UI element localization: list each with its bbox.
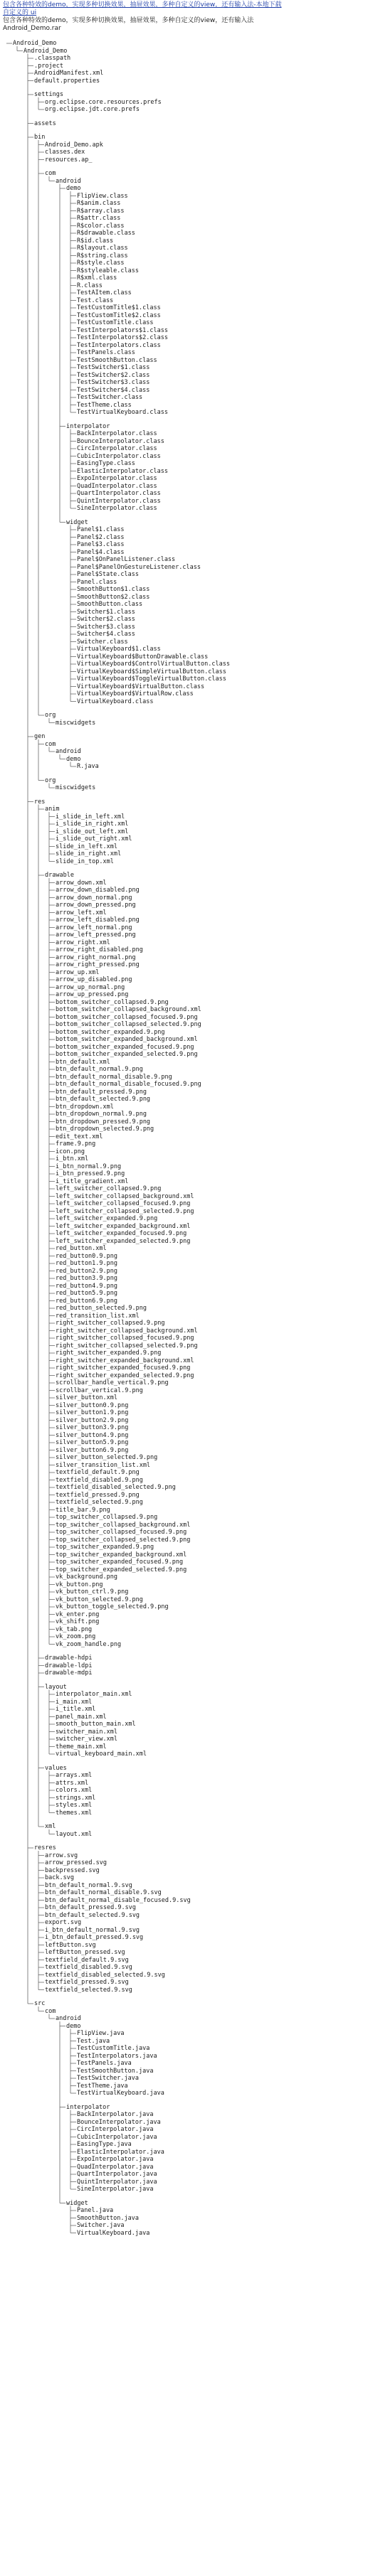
tree-node: drawable-ldpi xyxy=(45,1662,93,1669)
tree-node: xml xyxy=(45,1823,56,1830)
tree-node: R$drawable.class xyxy=(77,230,135,237)
tree-node: R$xml.class xyxy=(77,274,117,282)
tree-node: btn_default_selected.9.png xyxy=(56,1096,151,1103)
tree-node: silver_button6.9.png xyxy=(56,1446,129,1454)
tree-node: vk_tab.png xyxy=(56,1625,93,1633)
tree-node: right_switcher_expanded.9.png xyxy=(56,1350,162,1357)
tree-node: TestSwitcher.class xyxy=(77,394,143,401)
tree-node: i_btn.xml xyxy=(56,1155,89,1163)
tree-node: red_button2.9.png xyxy=(56,1267,117,1275)
tree-node: arrow.svg xyxy=(45,1851,78,1859)
tree-node: top_switcher_collapsed_selected.9.png xyxy=(56,1536,191,1544)
tree-node: bottom_switcher_expanded.9.png xyxy=(56,1028,165,1036)
tree-node: silver_button3.9.png xyxy=(56,1424,129,1431)
tree-node: strings.xml xyxy=(56,1794,96,1802)
tree-node: title_bar.9.png xyxy=(56,1506,110,1514)
tree-node: slide_in_right.xml xyxy=(56,850,122,857)
tree-node: silver_button_selected.9.png xyxy=(56,1454,158,1461)
tree-node: left_switcher_expanded_selected.9.png xyxy=(56,1237,191,1245)
tree-node: red_button5.9.png xyxy=(56,1290,117,1297)
tree-node: gen xyxy=(34,733,46,740)
tree-node: btn_default.xml xyxy=(56,1058,110,1066)
tree-node: demo xyxy=(66,2022,81,2030)
download-link[interactable]: 包含各种特效的demo，实现多种切换效果，抽屉效果，多种自定义的view，还有输入法-本地下载 xyxy=(3,1,282,9)
tree-node: TestCustomTitle.class xyxy=(77,319,154,326)
tree-node: virtual_keyboard_main.xml xyxy=(56,1751,147,1758)
tree-node: CircInterpolator.class xyxy=(77,445,157,452)
tree-node: TestPanels.class xyxy=(77,349,135,356)
tree-node: VirtualKeyboard$SimpleVirtualButton.class xyxy=(77,668,226,675)
tree-node: drawable-mdpi xyxy=(45,1669,93,1677)
tree-node: left_switcher_collapsed_focused.9.png xyxy=(56,1200,191,1207)
tree-node: vk_button_selected.9.png xyxy=(56,1596,143,1603)
tree-node: leftButton_pressed.svg xyxy=(45,1949,125,1956)
tree-node: R$styleable.class xyxy=(77,267,139,274)
tree-node: bottom_switcher_expanded_selected.9.png xyxy=(56,1051,198,1058)
tree-node: interpolator xyxy=(66,422,110,430)
tree-node: i_slide_out_left.xml xyxy=(56,828,129,835)
tree-node: VirtualKeyboard$ButtonDrawable.class xyxy=(77,653,209,661)
tree-node: TestCustomTitle$1.class xyxy=(77,304,161,311)
tree-node: scrollbar_vertical.9.png xyxy=(56,1386,143,1394)
tree-node: arrow_right_pressed.png xyxy=(56,961,140,968)
tree-node: FlipView.class xyxy=(77,192,128,200)
tree-node: left_switcher_collapsed.9.png xyxy=(56,1185,162,1192)
tree-node: i_title.xml xyxy=(56,1706,96,1713)
tree-node: textfield_selected.9.svg xyxy=(45,1986,132,1994)
tree-node: VirtualKeyboard.java xyxy=(77,2229,150,2237)
tree-node: default.properties xyxy=(34,77,100,85)
tree-node: arrow_down.xml xyxy=(56,879,107,887)
tree-node: arrow_up_disabled.png xyxy=(56,976,132,983)
tree-node: left_switcher_expanded_focused.9.png xyxy=(56,1230,187,1237)
tree-node: AndroidManifest.xml xyxy=(34,70,104,77)
tree-node: VirtualKeyboard$ControlVirtualButton.class xyxy=(77,661,230,668)
tree-node: Switcher$4.class xyxy=(77,631,135,638)
tree-node: QuadInterpolator.class xyxy=(77,482,157,490)
tree-node: anim xyxy=(45,806,60,813)
archive-description: 包含各种特效的demo，实现多种切换效果，抽屉效果，多种自定义的view，还有输入法 xyxy=(3,17,254,24)
tree-node: Panel$1.class xyxy=(77,526,125,533)
tree-node: Switcher$1.class xyxy=(77,608,135,616)
tree-node: top_switcher_expanded_selected.9.png xyxy=(56,1566,187,1573)
file-tree xyxy=(4,40,374,2571)
tree-node: top_switcher_expanded_focused.9.png xyxy=(56,1559,184,1566)
tree-node: BackInterpolator.java xyxy=(77,2111,154,2118)
tree-node: btn_default_pressed.9.png xyxy=(56,1088,147,1096)
tree-node: android xyxy=(56,748,81,755)
tree-node: right_switcher_expanded_focused.9.png xyxy=(56,1364,191,1372)
tree-node: VirtualKeyboard$VirtualButton.class xyxy=(77,683,205,690)
tree-node: Android_Demo xyxy=(23,47,68,55)
tree-node: SmoothButton.class xyxy=(77,601,143,608)
tree-node: red_button_selected.9.png xyxy=(56,1305,147,1312)
tree-node: TestInterpolators$1.class xyxy=(77,326,168,334)
tree-node: BounceInterpolator.class xyxy=(77,437,164,445)
page-header xyxy=(3,1,374,33)
tree-node: arrow_left_normal.png xyxy=(56,924,132,931)
tree-node: QuartInterpolator.java xyxy=(77,2171,157,2178)
tree-node: R.java xyxy=(77,763,99,770)
tree-node: Panel$OnPanelListener.class xyxy=(77,556,176,563)
tree-node: R$anim.class xyxy=(77,200,121,207)
tree-node: interpolator_main.xml xyxy=(56,1691,132,1698)
tree-node: bottom_switcher_collapsed_focused.9.png xyxy=(56,1013,198,1021)
tree-node: btn_dropdown_selected.9.png xyxy=(56,1126,154,1133)
tree-node: silver_transition_list.xml xyxy=(56,1461,151,1469)
tree-node: edit_text.xml xyxy=(56,1133,103,1140)
tree-node: silver_button0.9.png xyxy=(56,1401,129,1409)
tree-node: layout xyxy=(45,1683,67,1691)
tree-node: TestSwitcher$3.class xyxy=(77,379,150,386)
tree-node: textfield_disabled.9.png xyxy=(56,1476,143,1484)
tree-node: Test.class xyxy=(77,296,114,304)
tree-node: miscwidgets xyxy=(56,719,96,727)
tree-node: TestTheme.java xyxy=(77,2082,128,2090)
tree-node: SineInterpolator.class xyxy=(77,505,157,512)
tree-node: smooth_button_main.xml xyxy=(56,1721,136,1728)
tree-node: panel_main.xml xyxy=(56,1713,107,1721)
tree-node: top_switcher_collapsed.9.png xyxy=(56,1514,158,1521)
tree-node: top_switcher_collapsed_background.xml xyxy=(56,1521,191,1529)
tree-node: QuintInterpolator.java xyxy=(77,2178,157,2186)
tree-node: arrow_up_pressed.png xyxy=(56,991,129,998)
tree-node: ExpoInterpolator.class xyxy=(77,475,157,482)
tree-node: com xyxy=(45,170,56,177)
tree-node: vk_enter.png xyxy=(56,1610,100,1618)
tree-node: BounceInterpolator.java xyxy=(77,2118,161,2126)
tree-node: drawable xyxy=(45,872,74,879)
tree-node: themes.xml xyxy=(56,1809,93,1817)
tree-node: silver_button2.9.png xyxy=(56,1416,129,1424)
tree-node: EasingType.class xyxy=(77,460,135,467)
tree-node: assets xyxy=(34,119,56,127)
tree-node: Panel$2.class xyxy=(77,533,125,541)
tree-node: slide_in_top.xml xyxy=(56,857,114,865)
tree-node: TestPanels.java xyxy=(77,2060,132,2067)
tree-node: right_switcher_expanded_background.xml xyxy=(56,1357,194,1364)
tree-node: TestSwitcher$4.class xyxy=(77,386,150,394)
tree-node: textfield_default.9.png xyxy=(56,1469,140,1476)
tree-node: Android_Demo xyxy=(13,40,57,47)
tree-node: left_switcher_expanded.9.png xyxy=(56,1215,158,1222)
tree-node: R$layout.class xyxy=(77,245,128,252)
tree-node: SmoothButton$2.class xyxy=(77,593,150,601)
tree-node: src xyxy=(34,2000,46,2007)
tree-node: CubicInterpolator.class xyxy=(77,452,161,460)
tree-node: TestTheme.class xyxy=(77,401,132,409)
tree-node: SmoothButton.java xyxy=(77,2214,139,2222)
tree-node: backpressed.svg xyxy=(45,1866,100,1874)
tree-node: theme_main.xml xyxy=(56,1743,107,1751)
tree-node: android xyxy=(56,177,81,185)
tree-node: BackInterpolator.class xyxy=(77,430,157,437)
tree-node: red_button.xml xyxy=(56,1245,107,1252)
tree-node: textfield_pressed.9.svg xyxy=(45,1979,129,1986)
tree-node: i_btn_pressed.9.png xyxy=(56,1170,125,1177)
tree-node: i_title_gradient.xml xyxy=(56,1177,129,1185)
tree-node: settings xyxy=(34,91,63,98)
tree-node: TestCustomTitle$2.class xyxy=(77,311,161,319)
tree-node: res xyxy=(34,798,46,806)
tree-node: icon.png xyxy=(56,1148,85,1155)
tree-node: Test.java xyxy=(77,2037,110,2045)
tree-node: VirtualKeyboard$1.class xyxy=(77,646,161,653)
tree-node: widget xyxy=(66,518,88,526)
tree-node: TestVirtualKeyboard.class xyxy=(77,409,168,416)
tree-node: demo xyxy=(66,755,81,763)
tree-node: right_switcher_expanded_selected.9.png xyxy=(56,1372,194,1379)
tree-node: btn_default_normal_disable_focused.9.svg xyxy=(45,1896,191,1904)
tree-node: textfield_disabled_selected.9.png xyxy=(56,1484,176,1491)
tree-node: org xyxy=(45,776,56,784)
tree-node: Panel$PanelOnGestureListener.class xyxy=(77,563,201,571)
tree-node: CubicInterpolator.java xyxy=(77,2133,157,2141)
tree-node: Switcher$3.class xyxy=(77,623,135,631)
tree-node: i_btn_normal.9.png xyxy=(56,1163,122,1170)
tree-node: arrow_right_normal.png xyxy=(56,953,136,961)
tree-node: classes.dex xyxy=(45,149,85,156)
tree-node: arrow_down_normal.png xyxy=(56,894,132,902)
tree-node: arrow_up.xml xyxy=(56,968,100,976)
tree-node: EasingType.java xyxy=(77,2141,132,2148)
tree-node: right_switcher_collapsed_background.xml xyxy=(56,1327,198,1335)
tree-node: top_switcher_collapsed_focused.9.png xyxy=(56,1529,187,1536)
tree-node: TestSwitcher$1.class xyxy=(77,364,150,371)
tree-node: TestSmoothButton.class xyxy=(77,356,157,364)
tree-node: vk_shift.png xyxy=(56,1618,100,1625)
tree-node: .classpath xyxy=(34,55,71,62)
tree-node: bottom_switcher_expanded_focused.9.png xyxy=(56,1043,194,1051)
tree-node: QuadInterpolator.java xyxy=(77,2163,154,2171)
tree-node: TestCustomTitle.java xyxy=(77,2045,150,2052)
tree-node: btn_default_normal.9.svg xyxy=(45,1881,132,1889)
download-link-suffix[interactable]: 自定义的 ui xyxy=(3,9,37,16)
tree-node: right_switcher_collapsed.9.png xyxy=(56,1320,165,1327)
tree-node: right_switcher_collapsed_focused.9.png xyxy=(56,1335,194,1342)
tree-node: R.class xyxy=(77,282,103,289)
tree-node: red_button6.9.png xyxy=(56,1297,117,1305)
tree-node: R$id.class xyxy=(77,237,114,245)
tree-node: back.svg xyxy=(45,1874,74,1881)
tree-node: Switcher$2.class xyxy=(77,616,135,623)
tree-node: interpolator xyxy=(66,2103,110,2111)
tree-node: scrollbar_handle_vertical.9.png xyxy=(56,1379,169,1386)
tree-node: R$string.class xyxy=(77,252,128,260)
tree-node: Panel$State.class xyxy=(77,571,139,578)
tree-node: vk_button_toggle_selected.9.png xyxy=(56,1603,169,1610)
tree-node: btn_default_selected.9.svg xyxy=(45,1911,140,1919)
tree-node: bottom_switcher_expanded_background.xml xyxy=(56,1036,198,1043)
tree-node: silver_button5.9.png xyxy=(56,1439,129,1446)
tree-node: right_switcher_collapsed_selected.9.png xyxy=(56,1342,198,1350)
tree-node: SmoothButton$1.class xyxy=(77,586,150,593)
tree-node: silver_button.xml xyxy=(56,1394,117,1401)
tree-node: left_switcher_collapsed_background.xml xyxy=(56,1192,194,1200)
tree-node: miscwidgets xyxy=(56,784,96,791)
tree-node: TestVirtualKeyboard.java xyxy=(77,2090,164,2097)
tree-node: red_button0.9.png xyxy=(56,1252,117,1260)
tree-node: org.eclipse.core.resources.prefs xyxy=(45,98,162,106)
tree-node: com xyxy=(45,740,56,748)
tree-node: leftButton.svg xyxy=(45,1941,96,1949)
tree-node: resres xyxy=(34,1844,56,1851)
tree-node: export.svg xyxy=(45,1919,82,1926)
tree-node: vk_background.png xyxy=(56,1573,117,1581)
tree-node: TestAItem.class xyxy=(77,289,132,296)
tree-node: R$array.class xyxy=(77,207,125,215)
tree-node: arrow_right.xml xyxy=(56,939,110,946)
tree-node: Switcher.java xyxy=(77,2222,125,2229)
tree-node: R$style.class xyxy=(77,260,125,267)
tree-node: VirtualKeyboard$ToggleVirtualButton.class xyxy=(77,675,226,683)
tree-node: arrow_down_disabled.png xyxy=(56,887,140,894)
tree-node: btn_default_normal_disable_focused.9.png xyxy=(56,1081,201,1088)
tree-node: i_slide_out_right.xml xyxy=(56,835,132,843)
tree-node: bottom_switcher_collapsed.9.png xyxy=(56,998,169,1006)
tree-node: btn_default_normal_disable.9.svg xyxy=(45,1889,162,1896)
tree-node: bin xyxy=(34,134,46,141)
tree-node: R$color.class xyxy=(77,222,125,230)
tree-node: vk_zoom.png xyxy=(56,1633,96,1640)
tree-node: silver_button1.9.png xyxy=(56,1409,129,1416)
tree-node: TestInterpolators.java xyxy=(77,2052,157,2060)
tree-node: ExpoInterpolator.java xyxy=(77,2156,154,2163)
tree-node: bottom_switcher_collapsed_selected.9.png xyxy=(56,1021,201,1028)
tree-node: left_switcher_collapsed_selected.9.png xyxy=(56,1207,194,1215)
tree-node: TestSmoothButton.java xyxy=(77,2067,154,2075)
tree-node: QuartInterpolator.class xyxy=(77,490,161,497)
tree-node: btn_dropdown.xml xyxy=(56,1103,114,1111)
tree-node: arrow_up_normal.png xyxy=(56,983,125,991)
tree-node: i_slide_in_left.xml xyxy=(56,813,125,821)
tree-node: i_main.xml xyxy=(56,1698,93,1706)
tree-node: Switcher.class xyxy=(77,638,128,646)
tree-node: arrow_left_pressed.png xyxy=(56,931,136,939)
tree-node: styles.xml xyxy=(56,1802,93,1809)
tree-node: vk_button.png xyxy=(56,1581,103,1588)
tree-node: resources.ap_ xyxy=(45,156,93,164)
tree-node: vk_zoom_handle.png xyxy=(56,1640,122,1648)
tree-node: .project xyxy=(34,62,63,70)
tree-node: android xyxy=(56,2015,81,2022)
tree-node: btn_dropdown_pressed.9.png xyxy=(56,1118,151,1126)
tree-node: values xyxy=(45,1764,67,1772)
tree-node: red_transition_list.xml xyxy=(56,1312,140,1320)
tree-node: switcher_view.xml xyxy=(56,1736,117,1743)
tree-node: frame.9.png xyxy=(56,1140,96,1148)
tree-node: switcher_main.xml xyxy=(56,1728,117,1736)
tree-node: drawable-hdpi xyxy=(45,1655,93,1662)
tree-node: org.eclipse.jdt.core.prefs xyxy=(45,106,140,113)
tree-node: TestSwitcher.java xyxy=(77,2075,139,2082)
tree-node: Android_Demo.apk xyxy=(45,141,103,149)
tree-node: VirtualKeyboard.class xyxy=(77,698,154,705)
archive-filename: Android_Demo.rar xyxy=(3,25,61,32)
tree-node: layout.xml xyxy=(56,1830,93,1838)
tree-node: VirtualKeyboard$VirtualRow.class xyxy=(77,690,194,698)
tree-node: FlipView.java xyxy=(77,2030,125,2037)
tree-node: demo xyxy=(66,185,81,192)
tree-node: arrow_left.xml xyxy=(56,909,107,916)
tree-node: btn_default_normal_disable.9.png xyxy=(56,1073,172,1081)
tree-node: Panel.class xyxy=(77,578,117,586)
tree-node: i_btn_default_pressed.9.svg xyxy=(45,1934,144,1941)
tree-node: left_switcher_expanded_background.xml xyxy=(56,1222,191,1230)
tree-node: silver_button4.9.png xyxy=(56,1431,129,1439)
tree-node: ElasticInterpolator.class xyxy=(77,467,168,475)
tree-node: top_switcher_expanded_background.xml xyxy=(56,1551,187,1559)
tree-node: org xyxy=(45,712,56,719)
tree-node: Panel$3.class xyxy=(77,541,125,548)
tree-node: textfield_disabled_selected.9.svg xyxy=(45,1971,165,1979)
tree-node: arrow_right_disabled.png xyxy=(56,946,143,953)
tree-node: com xyxy=(45,2007,56,2015)
tree-node: btn_dropdown_normal.9.png xyxy=(56,1111,147,1118)
tree-node: colors.xml xyxy=(56,1787,93,1794)
tree-node: R$attr.class xyxy=(77,215,121,222)
tree-node: textfield_default.9.svg xyxy=(45,1956,129,1964)
tree-node: TestInterpolators$2.class xyxy=(77,334,168,341)
tree-node: arrow_pressed.svg xyxy=(45,1859,107,1866)
tree-node: i_btn_default_normal.9.svg xyxy=(45,1926,140,1934)
tree-node: btn_default_pressed.9.svg xyxy=(45,1904,136,1911)
tree-node: arrow_left_disabled.png xyxy=(56,916,140,924)
tree-node: TestInterpolators.class xyxy=(77,341,161,349)
tree-node: Panel$4.class xyxy=(77,548,125,556)
tree-node: Panel.java xyxy=(77,2207,114,2214)
tree-node: ElasticInterpolator.java xyxy=(77,2148,164,2156)
tree-node: bottom_switcher_collapsed_background.xml xyxy=(56,1006,201,1013)
tree-node: arrow_down_pressed.png xyxy=(56,902,136,909)
tree-node: arrays.xml xyxy=(56,1772,93,1779)
tree-node: red_button1.9.png xyxy=(56,1260,117,1267)
tree-node: textfield_pressed.9.png xyxy=(56,1491,140,1499)
tree-node: SineInterpolator.java xyxy=(77,2186,154,2193)
tree-node: btn_default_normal.9.png xyxy=(56,1066,143,1073)
tree-node: TestSwitcher$2.class xyxy=(77,371,150,379)
tree-node: i_slide_in_right.xml xyxy=(56,821,129,828)
tree-node: top_switcher_expanded.9.png xyxy=(56,1544,154,1551)
tree-node: red_button3.9.png xyxy=(56,1275,117,1282)
tree-node: attrs.xml xyxy=(56,1779,89,1787)
tree-node: red_button4.9.png xyxy=(56,1282,117,1290)
tree-node: widget xyxy=(66,2199,88,2207)
tree-node: slide_in_left.xml xyxy=(56,843,117,850)
tree-node: textfield_selected.9.png xyxy=(56,1499,143,1506)
tree-node: QuintInterpolator.class xyxy=(77,497,161,505)
tree-node: CircInterpolator.java xyxy=(77,2126,154,2133)
tree-node: vk_button_ctrl.9.png xyxy=(56,1588,129,1596)
tree-node: textfield_disabled.9.svg xyxy=(45,1964,132,1971)
